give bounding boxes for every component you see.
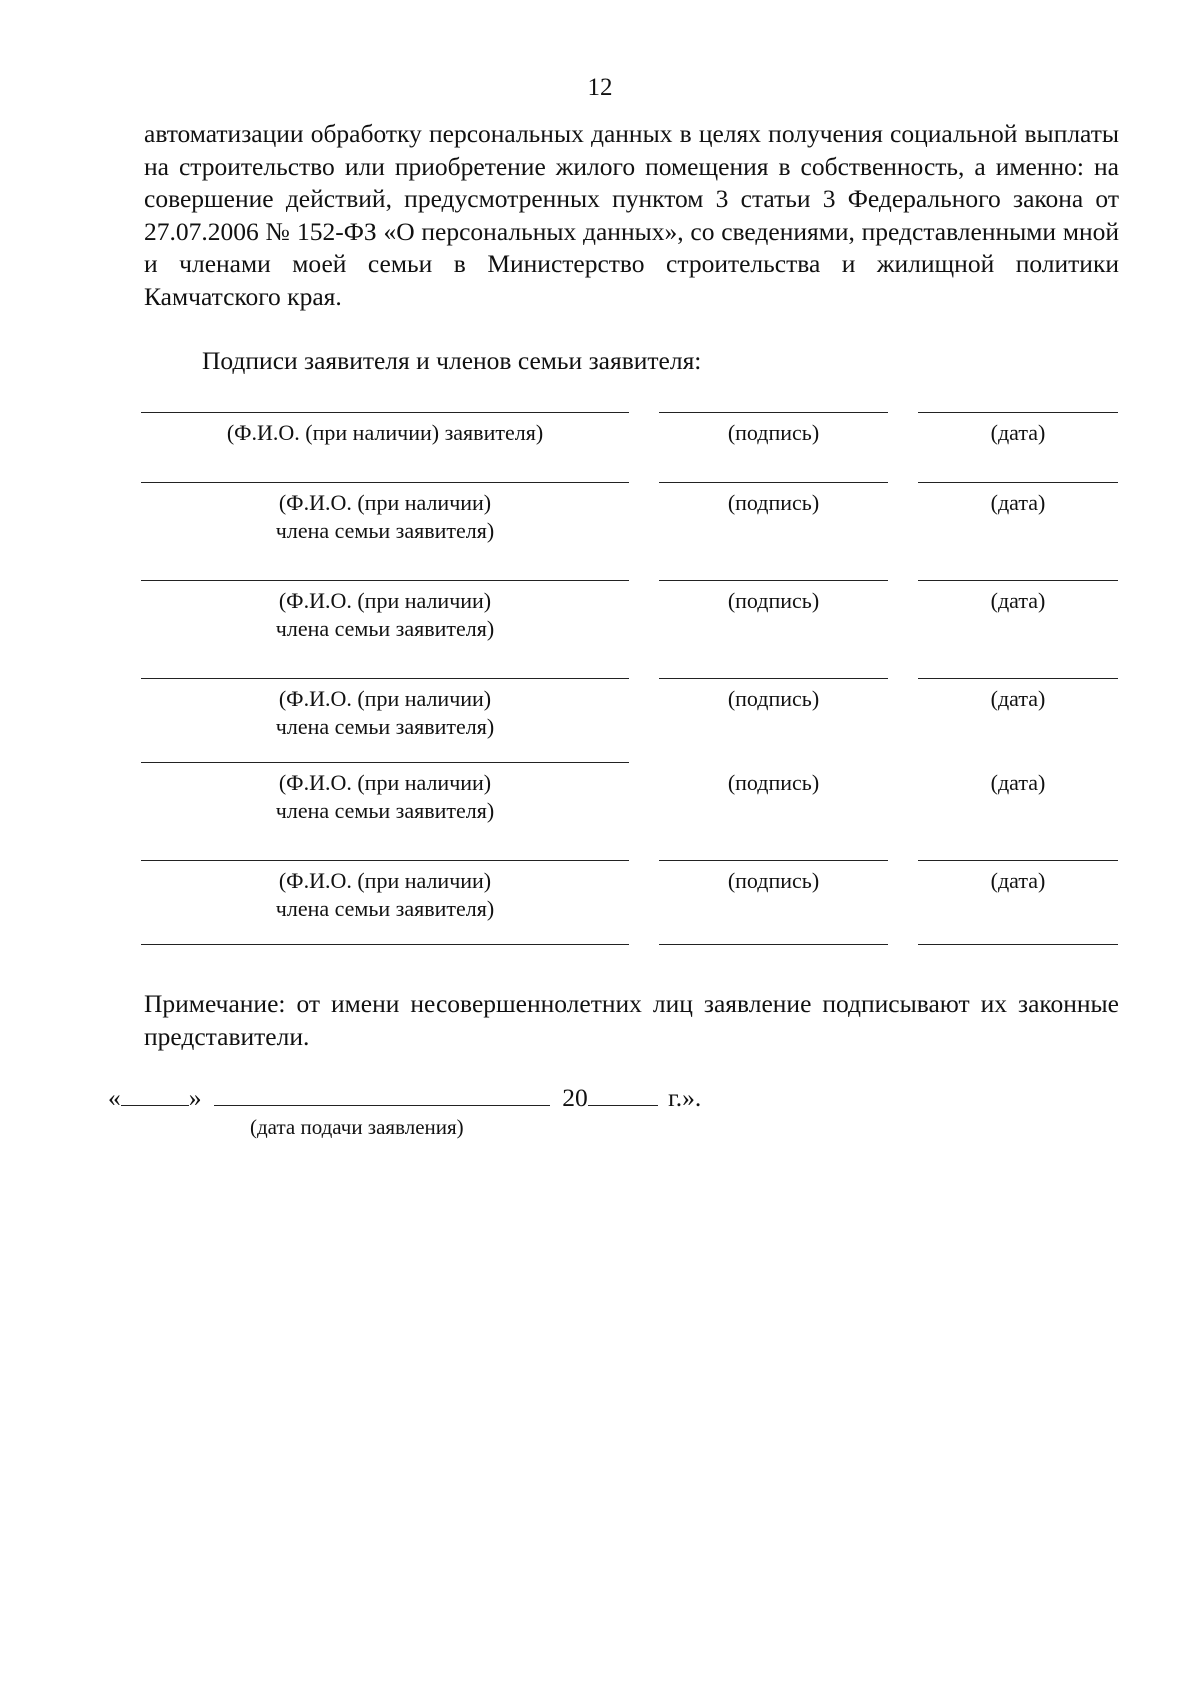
fio-line	[141, 944, 629, 945]
fio-caption-line1: (Ф.И.О. (при наличии)	[278, 868, 492, 893]
fio-caption-line2: члена семьи заявителя)	[275, 518, 495, 543]
signature-line	[659, 860, 888, 861]
fio-caption-line2: члена семьи заявителя)	[275, 714, 495, 739]
date-caption: (дата)	[990, 420, 1046, 445]
note: Примечание: от имени несовершеннолетних лиц заявление подписывают их законные представители.	[144, 989, 1119, 1051]
signature-caption: (подпись)	[727, 686, 820, 711]
signature-row	[0, 482, 1200, 543]
fio-line	[141, 412, 629, 413]
fio-caption-line2: члена семьи заявителя)	[275, 798, 495, 823]
submission-date-caption: (дата подачи заявления)	[250, 1115, 464, 1139]
signature-caption: (подпись)	[727, 490, 820, 515]
signature-caption: (подпись)	[727, 588, 820, 613]
fio-caption	[141, 769, 629, 825]
open-quote: «	[108, 1083, 121, 1112]
date-line	[918, 412, 1118, 413]
day-blank	[121, 1083, 189, 1106]
fio-caption-line1: (Ф.И.О. (при наличии)	[278, 588, 492, 613]
signature-line	[659, 412, 888, 413]
date-caption: (дата)	[990, 490, 1046, 515]
fio-caption-line2: члена семьи заявителя)	[275, 616, 495, 641]
signature-line	[659, 580, 888, 581]
fio-caption	[141, 685, 629, 741]
date-line	[918, 944, 1118, 945]
signature-row	[0, 412, 1200, 445]
fio-caption-line1: (Ф.И.О. (при наличии)	[278, 490, 492, 515]
date-line	[918, 860, 1118, 861]
page-number: 12	[587, 74, 613, 101]
fio-line	[141, 678, 629, 679]
close-quote: »	[188, 1083, 202, 1112]
signature-row	[0, 860, 1200, 921]
fio-caption	[141, 587, 629, 643]
signature-row	[0, 678, 1200, 739]
fio-caption	[141, 867, 629, 923]
signature-line	[659, 678, 888, 679]
fio-line	[141, 762, 629, 763]
signature-line	[659, 944, 888, 945]
year-blank	[588, 1083, 658, 1106]
fio-caption	[141, 419, 629, 447]
date-caption: (дата)	[990, 686, 1046, 711]
year-century: 20	[562, 1083, 588, 1112]
signature-caption: (подпись)	[727, 868, 820, 893]
fio-line	[141, 482, 629, 483]
fio-caption-line2: члена семьи заявителя)	[275, 896, 495, 921]
date-line	[918, 580, 1118, 581]
signature-caption: (подпись)	[727, 420, 820, 445]
signature-row	[0, 580, 1200, 641]
fio-caption-line1: (Ф.И.О. (при наличии)	[278, 770, 492, 795]
signature-closing-lines	[0, 944, 1200, 945]
date-caption: (дата)	[990, 588, 1046, 613]
year-suffix: г.».	[668, 1083, 702, 1112]
month-blank	[214, 1083, 550, 1106]
signatures-heading: Подписи заявителя и членов семьи заявителя:	[202, 346, 702, 375]
signature-line	[659, 482, 888, 483]
signature-row	[0, 762, 1200, 823]
date-line	[918, 678, 1118, 679]
fio-caption-line1: (Ф.И.О. (при наличии)	[278, 686, 492, 711]
signature-caption: (подпись)	[727, 770, 820, 795]
fio-caption	[141, 489, 629, 545]
fio-line	[141, 860, 629, 861]
consent-body-text: автоматизации обработку персональных данных в целях получения социальной выплаты на строительство или приобретение жилого помещения в собственность, а именно: на совершение действий, предусмотренных пунктом 3 статьи 3 Федерального закона от 27.07.2006 № 152-ФЗ «О персональных данных», со сведениями, представленными мной и членами моей семьи в Министерство строительства и жилищной политики Камчатского края.	[144, 119, 1119, 311]
fio-line	[141, 580, 629, 581]
date-caption: (дата)	[990, 868, 1046, 893]
date-line	[918, 482, 1118, 483]
date-caption: (дата)	[990, 770, 1046, 795]
submission-date-line	[108, 1083, 701, 1113]
fio-caption-line1: (Ф.И.О. (при наличии) заявителя)	[226, 420, 544, 445]
